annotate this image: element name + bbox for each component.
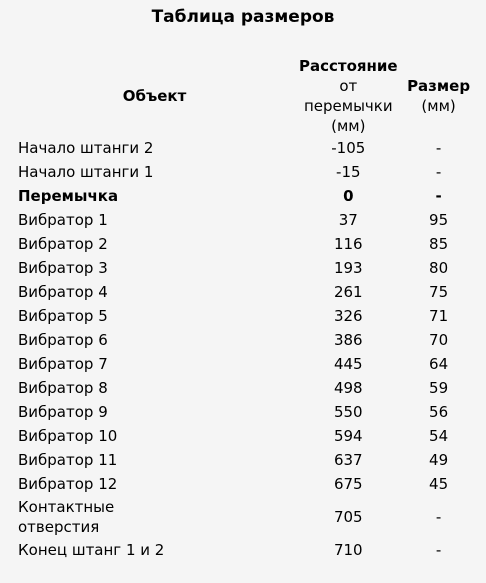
row-size: 95 (429, 211, 449, 229)
table-row (14, 184, 476, 208)
header-distance-line4: (мм) (331, 117, 366, 135)
row-size: 85 (429, 235, 449, 253)
table-row (14, 472, 476, 496)
table-row (14, 208, 476, 232)
row-distance: 116 (333, 235, 363, 253)
row-object: Вибратор 1 (18, 211, 108, 229)
row-size: - (435, 139, 442, 157)
table-row (14, 256, 476, 280)
row-size: - (435, 187, 442, 205)
table-header-row (14, 56, 476, 136)
row-distance: 261 (333, 283, 363, 301)
row-object: Вибратор 9 (18, 403, 108, 421)
header-size-line2: (мм) (421, 97, 456, 115)
header-distance-line3: перемычки (303, 97, 393, 115)
row-distance: 326 (333, 307, 363, 325)
row-object: Вибратор 12 (18, 475, 118, 493)
row-object: Вибратор 5 (18, 307, 108, 325)
table-row (14, 160, 476, 184)
row-distance: 445 (333, 355, 363, 373)
row-size: 45 (429, 475, 449, 493)
header-distance-line1: Расстояние (299, 57, 398, 75)
table-row (14, 136, 476, 160)
row-size: 59 (429, 379, 449, 397)
header-size-line1: Размер (407, 77, 471, 95)
row-object: Вибратор 11 (18, 451, 118, 469)
row-distance: 675 (333, 475, 363, 493)
table-row (14, 400, 476, 424)
row-size: 64 (429, 355, 449, 373)
table-row (14, 496, 476, 538)
row-size: - (435, 541, 442, 559)
row-distance: -15 (336, 163, 361, 181)
row-object (14, 496, 295, 538)
row-size: 75 (429, 283, 449, 301)
row-object: Вибратор 6 (18, 331, 108, 349)
header-distance (295, 56, 402, 136)
row-size: 71 (429, 307, 449, 325)
row-object: Вибратор 4 (18, 283, 108, 301)
row-object-line2: отверстия (18, 518, 100, 536)
row-object: Конец штанг 1 и 2 (18, 541, 165, 559)
row-size: - (435, 163, 442, 181)
row-distance: 710 (333, 541, 363, 559)
table-row (14, 232, 476, 256)
table-row (14, 538, 476, 562)
row-object: Вибратор 8 (18, 379, 108, 397)
row-distance: 637 (333, 451, 363, 469)
row-distance: 498 (333, 379, 363, 397)
row-distance: 550 (333, 403, 363, 421)
row-object: Вибратор 7 (18, 355, 108, 373)
header-distance-line2: от (339, 77, 358, 95)
row-distance: 594 (333, 427, 363, 445)
table-row (14, 448, 476, 472)
table-row (14, 280, 476, 304)
row-size: 54 (429, 427, 449, 445)
table-row (14, 304, 476, 328)
row-object: Перемычка (18, 187, 119, 205)
row-object: Вибратор 10 (18, 427, 118, 445)
row-object: Вибратор 3 (18, 259, 108, 277)
row-size: 56 (429, 403, 449, 421)
row-size: 80 (429, 259, 449, 277)
row-distance: 386 (333, 331, 363, 349)
row-size: 49 (429, 451, 449, 469)
table-row (14, 352, 476, 376)
table-row (14, 328, 476, 352)
row-distance: 705 (333, 508, 363, 526)
row-object: Начало штанги 2 (18, 139, 154, 157)
row-size: - (435, 508, 442, 526)
table-row (14, 424, 476, 448)
row-distance: 193 (333, 259, 363, 277)
row-object-line1: Контактные (18, 498, 115, 516)
page-title: Таблица размеров (151, 7, 335, 27)
row-object: Начало штанги 1 (18, 163, 154, 181)
table-row (14, 376, 476, 400)
header-object: Объект (122, 87, 187, 105)
row-size: 70 (429, 331, 449, 349)
row-distance: 0 (343, 187, 354, 205)
row-distance: 37 (338, 211, 358, 229)
sizes-table (14, 56, 476, 562)
row-distance: -105 (331, 139, 366, 157)
header-size (402, 56, 476, 136)
row-object: Вибратор 2 (18, 235, 108, 253)
